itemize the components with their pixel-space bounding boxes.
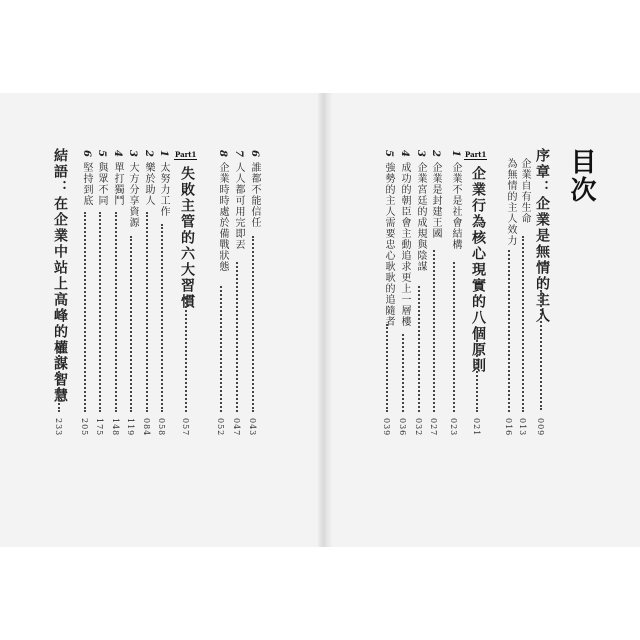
toc-entry-page: 016 xyxy=(504,418,513,437)
part-title: 企業行為核心現實的八個原則 xyxy=(470,166,486,374)
dot-leader xyxy=(161,224,163,412)
toc-entry-page: 175 xyxy=(95,418,104,437)
entry-number: 4 xyxy=(112,150,123,158)
entry-label: 企業宮廷的成規與陰謀 xyxy=(415,161,426,272)
toc-entry-page: 058 xyxy=(157,418,166,437)
dot-leader xyxy=(453,262,455,412)
dot-leader xyxy=(540,290,542,410)
toc-entry xyxy=(110,150,125,206)
toc-entry xyxy=(413,150,428,272)
toc-entry-page: 023 xyxy=(449,418,458,437)
dot-leader xyxy=(130,236,132,412)
entry-label: 堅持到底 xyxy=(81,161,92,206)
toc-entry xyxy=(141,150,156,206)
dot-leader xyxy=(402,334,404,412)
toc-entry xyxy=(156,150,171,217)
conclusion-title: 結語：在企業中站上高峰的權謀智慧 xyxy=(52,148,68,404)
entry-number: 7 xyxy=(233,150,244,158)
book-gutter xyxy=(318,93,332,547)
entry-number: 5 xyxy=(383,150,394,158)
dot-leader xyxy=(522,236,524,412)
entry-label: 與眾不同 xyxy=(96,161,107,206)
toc-entry xyxy=(448,150,463,250)
toc-entry-page: 043 xyxy=(248,418,257,437)
dot-leader xyxy=(146,212,148,412)
dot-leader xyxy=(220,286,222,412)
entry-number: 2 xyxy=(143,150,154,158)
toc-entry xyxy=(381,150,396,327)
toc-entry-page: 036 xyxy=(398,418,407,437)
part-title: 失敗主管的六大習慣 xyxy=(179,166,195,310)
toc-entry xyxy=(215,150,230,272)
entry-label: 企業是封建王國 xyxy=(430,161,441,239)
part-tag: Part1 xyxy=(175,150,197,159)
toc-entry-page: 039 xyxy=(382,418,391,437)
entry-number: 2 xyxy=(430,150,441,158)
dot-leader xyxy=(418,286,420,412)
entry-label: 誰都不能信任 xyxy=(249,161,260,228)
toc-entry xyxy=(397,150,412,327)
entry-label: 強勢的主人需要忠心耿耿的追隨者 xyxy=(383,161,394,327)
entry-number: 1 xyxy=(158,150,169,158)
toc-entry xyxy=(125,150,140,228)
dot-leader xyxy=(433,250,435,412)
toc-entry-page: 013 xyxy=(518,418,527,437)
dot-leader xyxy=(252,236,254,412)
dot-leader xyxy=(185,302,187,412)
part-page: 057 xyxy=(181,418,190,437)
toc-entry: 為無情的主人效力 xyxy=(505,158,516,246)
dot-leader xyxy=(99,212,101,412)
toc-entry-page: 047 xyxy=(232,418,241,437)
entry-number: 6 xyxy=(81,150,92,158)
toc-entry-page: 052 xyxy=(216,418,225,437)
toc-entry xyxy=(247,150,262,228)
entry-label: 成功的朝臣會主動追求更上一層樓 xyxy=(399,161,410,327)
toc-entry xyxy=(94,150,109,206)
toc-entry-page: 027 xyxy=(429,418,438,437)
dot-leader xyxy=(115,212,117,412)
dot-leader xyxy=(84,212,86,412)
entry-number: 3 xyxy=(127,150,138,158)
toc-title: 目次 xyxy=(566,148,596,204)
entry-label: 樂於助人 xyxy=(143,161,154,206)
dot-leader xyxy=(386,324,388,412)
dot-leader xyxy=(476,340,478,412)
entry-label: 企業不是社會結構 xyxy=(450,161,461,250)
toc-entry-page: 205 xyxy=(80,418,89,437)
entry-number: 5 xyxy=(96,150,107,158)
preface-title: 序章：企業是無情的主人 xyxy=(534,148,550,324)
entry-label: 大方分享資源 xyxy=(127,161,138,228)
dot-leader xyxy=(508,250,510,412)
toc-entry-page: 032 xyxy=(414,418,423,437)
toc-entry-page: 119 xyxy=(126,418,135,437)
entry-number: 6 xyxy=(249,150,260,158)
preface-page: 009 xyxy=(536,418,545,437)
entry-label: 企業時時處於備戰狀態 xyxy=(217,161,228,272)
entry-number: 4 xyxy=(399,150,410,158)
entry-label: 單打獨鬥 xyxy=(112,161,123,206)
part-tag: Part1 xyxy=(465,150,487,159)
entry-number: 3 xyxy=(415,150,426,158)
entry-number: 1 xyxy=(450,150,461,158)
entry-number: 8 xyxy=(217,150,228,158)
toc-entry xyxy=(231,150,246,250)
entry-label: 太努力工作 xyxy=(158,161,169,217)
toc-entry xyxy=(428,150,443,239)
entry-label: 人人都可用完即丟 xyxy=(233,161,244,250)
toc-entry-page: 148 xyxy=(111,418,120,437)
dot-leader xyxy=(58,348,60,412)
toc-entry-page: 084 xyxy=(142,418,151,437)
conclusion-page: 233 xyxy=(54,418,63,437)
part-page: 021 xyxy=(472,418,481,437)
toc-entry: 企業自有生命 xyxy=(519,158,530,224)
toc-entry xyxy=(79,150,94,206)
dot-leader xyxy=(236,262,238,412)
